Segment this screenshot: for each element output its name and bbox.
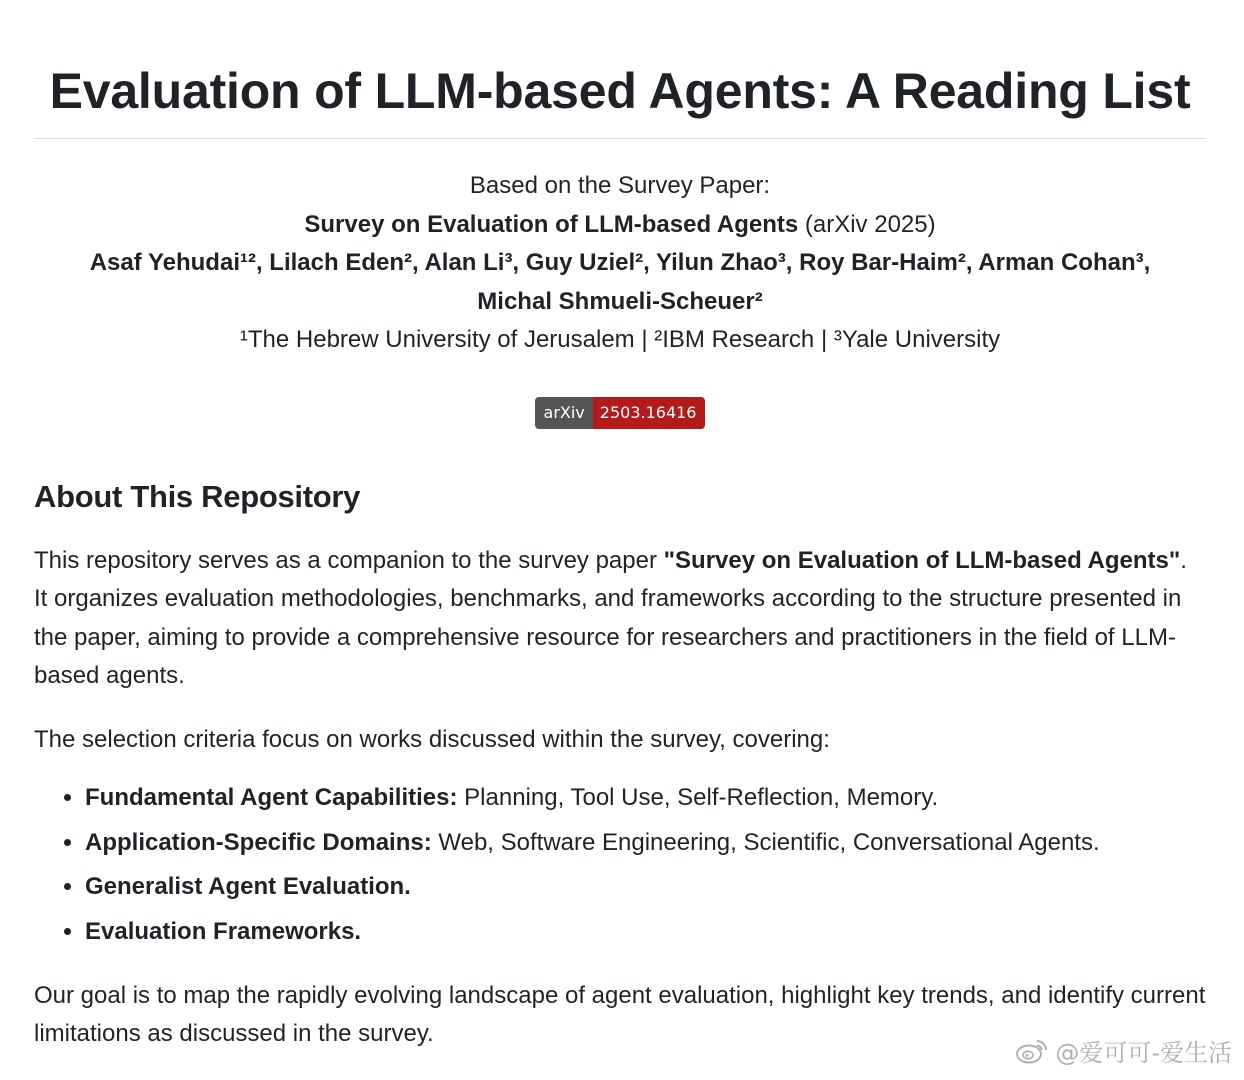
badge-row [34, 397, 1206, 429]
goal-paragraph: Our goal is to map the rapidly evolving landscape of agent evaluation, highlight key trends, and identify current limitations as discussed in the survey. [34, 981, 1206, 1047]
paper-venue: (arXiv 2025) [798, 210, 936, 238]
weibo-icon [1015, 1037, 1049, 1065]
about-heading: About This Repository [34, 478, 361, 514]
watermark [1015, 1033, 1232, 1068]
list-item: • Fundamental Agent Capabilities: Planning, Tool Use, Self-Reflection, Memory. [85, 785, 1206, 811]
arxiv-badge[interactable] [535, 397, 706, 429]
intro-paragraph: This repository serves as a companion to the survey paper "Survey on Evaluation of LLM-based Agents". It organizes evaluation methodologies, benchmarks, and frameworks according to the structure presented in the paper, aiming to provide a comprehensive resource for researchers and practitioners in the field of LLM-based agents. [34, 546, 1187, 689]
readme-content [34, 0, 1206, 1054]
criteria-list [34, 785, 1206, 945]
paper-title: Survey on Evaluation of LLM-based Agents [304, 210, 799, 238]
watermark-text: @爱可可-爱生活 [1055, 1039, 1232, 1067]
list-item: • Generalist Agent Evaluation. [85, 874, 1206, 900]
list-item: • Evaluation Frameworks. [85, 919, 1206, 945]
arxiv-badge-label: arXiv [535, 397, 593, 429]
list-item: • Application-Specific Domains: Web, Software Engineering, Scientific, Conversational Agents. [85, 830, 1206, 856]
selection-paragraph: The selection criteria focus on works discussed within the survey, covering: [34, 725, 830, 753]
based-on-text: Based on the Survey Paper: [469, 172, 771, 199]
paper-citation [34, 206, 1206, 245]
page-title: Evaluation of LLM-based Agents: A Reading List [34, 0, 1206, 139]
paper-info [34, 167, 1206, 360]
authors-line-1: Asaf Yehudai¹², Lilach Eden², Alan Li³, Guy Uziel², Yilun Zhao³, Roy Bar-Haim², Arman Cohan³, [89, 249, 1151, 276]
authors-line-2: Michal Shmueli-Scheuer² [477, 287, 763, 315]
affiliations: ¹The Hebrew University of Jerusalem | ²IBM Research | ³Yale University [239, 326, 1001, 353]
intro-paper-title: "Survey on Evaluation of LLM-based Agents" [663, 546, 1181, 574]
arxiv-badge-value: 2503.16416 [593, 397, 706, 429]
